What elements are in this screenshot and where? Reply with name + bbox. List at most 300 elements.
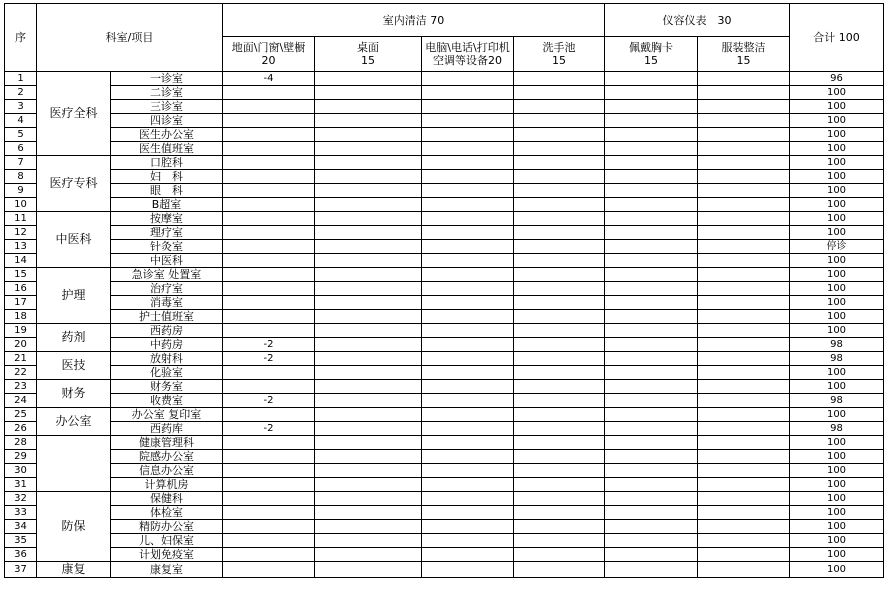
sink-score-cell bbox=[514, 436, 605, 450]
row-seq: 3 bbox=[5, 100, 37, 114]
row-seq: 16 bbox=[5, 282, 37, 296]
table-row bbox=[5, 548, 884, 562]
department-cell: 中医科 bbox=[37, 212, 111, 268]
room-name: 医生值班室 bbox=[111, 142, 223, 156]
row-seq: 9 bbox=[5, 184, 37, 198]
room-name: 院感办公室 bbox=[111, 450, 223, 464]
room-name: 一诊室 bbox=[111, 72, 223, 86]
floor-score-cell bbox=[223, 548, 315, 562]
room-name: 消毒室 bbox=[111, 296, 223, 310]
total-score-cell: 100 bbox=[790, 380, 884, 394]
badge-score-cell bbox=[605, 324, 698, 338]
floor-score-cell: -2 bbox=[223, 422, 315, 436]
total-score-cell: 100 bbox=[790, 296, 884, 310]
attire-score-cell bbox=[698, 198, 790, 212]
floor-score-cell bbox=[223, 324, 315, 338]
sink-score-cell bbox=[514, 324, 605, 338]
row-seq: 36 bbox=[5, 548, 37, 562]
room-name: 办公室 复印室 bbox=[111, 408, 223, 422]
sink-score-cell bbox=[514, 128, 605, 142]
table-row bbox=[5, 184, 884, 198]
attire-column-header bbox=[698, 37, 790, 72]
equipment-score-cell bbox=[422, 310, 514, 324]
badge-score-cell bbox=[605, 296, 698, 310]
badge-score-cell bbox=[605, 212, 698, 226]
sink-score-cell bbox=[514, 240, 605, 254]
column-title: 地面\门窗\壁橱 bbox=[231, 41, 306, 54]
sink-column-header bbox=[514, 37, 605, 72]
row-seq: 26 bbox=[5, 422, 37, 436]
table-row bbox=[5, 114, 884, 128]
equipment-score-cell bbox=[422, 492, 514, 506]
sink-score-cell bbox=[514, 86, 605, 100]
equipment-score-cell bbox=[422, 380, 514, 394]
equipment-score-cell bbox=[422, 142, 514, 156]
badge-score-cell bbox=[605, 492, 698, 506]
room-name: 按摩室 bbox=[111, 212, 223, 226]
total-score-cell: 100 bbox=[790, 506, 884, 520]
floor-score-cell bbox=[223, 492, 315, 506]
attire-score-cell bbox=[698, 422, 790, 436]
badge-score-cell bbox=[605, 156, 698, 170]
equipment-score-cell bbox=[422, 478, 514, 492]
department-cell: 医疗全科 bbox=[37, 72, 111, 156]
row-seq: 19 bbox=[5, 324, 37, 338]
row-seq: 10 bbox=[5, 198, 37, 212]
equipment-score-cell bbox=[422, 72, 514, 86]
floor-score-cell bbox=[223, 562, 315, 578]
attire-score-cell bbox=[698, 128, 790, 142]
total-score-cell: 98 bbox=[790, 338, 884, 352]
total-score-cell: 100 bbox=[790, 142, 884, 156]
department-cell: 财务 bbox=[37, 380, 111, 408]
column-points: 15 bbox=[361, 54, 375, 67]
sink-score-cell bbox=[514, 562, 605, 578]
row-seq: 28 bbox=[5, 436, 37, 450]
table-row bbox=[5, 282, 884, 296]
table-row bbox=[5, 142, 884, 156]
table-row bbox=[5, 352, 884, 366]
room-name: 精防办公室 bbox=[111, 520, 223, 534]
equipment-score-cell bbox=[422, 408, 514, 422]
room-name: 治疗室 bbox=[111, 282, 223, 296]
floor-score-cell bbox=[223, 534, 315, 548]
department-cell: 办公室 bbox=[37, 408, 111, 436]
total-score-cell: 100 bbox=[790, 268, 884, 282]
table-row bbox=[5, 254, 884, 268]
room-name: 中药房 bbox=[111, 338, 223, 352]
column-points: 空调等设备20 bbox=[433, 54, 502, 67]
table-row bbox=[5, 86, 884, 100]
row-seq: 24 bbox=[5, 394, 37, 408]
badge-score-cell bbox=[605, 114, 698, 128]
room-name: 健康管理科 bbox=[111, 436, 223, 450]
equipment-score-cell bbox=[422, 296, 514, 310]
total-score-cell: 100 bbox=[790, 282, 884, 296]
equipment-score-cell bbox=[422, 86, 514, 100]
desk-score-cell bbox=[315, 492, 422, 506]
equipment-score-cell bbox=[422, 534, 514, 548]
column-points: 15 bbox=[552, 54, 566, 67]
badge-score-cell bbox=[605, 464, 698, 478]
equipment-score-cell bbox=[422, 436, 514, 450]
table-row bbox=[5, 310, 884, 324]
desk-score-cell bbox=[315, 142, 422, 156]
total-score-cell: 100 bbox=[790, 436, 884, 450]
equipment-score-cell bbox=[422, 212, 514, 226]
room-name: 中医科 bbox=[111, 254, 223, 268]
total-score-cell: 100 bbox=[790, 548, 884, 562]
table-row bbox=[5, 506, 884, 520]
total-score-cell: 100 bbox=[790, 226, 884, 240]
equipment-score-cell bbox=[422, 394, 514, 408]
room-name: 保健科 bbox=[111, 492, 223, 506]
badge-score-cell bbox=[605, 352, 698, 366]
desk-score-cell bbox=[315, 282, 422, 296]
table-row bbox=[5, 562, 884, 578]
cleaning-score-sheet bbox=[4, 3, 884, 578]
desk-score-cell bbox=[315, 72, 422, 86]
desk-score-cell bbox=[315, 380, 422, 394]
total-score-cell: 100 bbox=[790, 86, 884, 100]
attire-score-cell bbox=[698, 380, 790, 394]
table-row bbox=[5, 212, 884, 226]
attire-score-cell bbox=[698, 436, 790, 450]
department-cell: 防保 bbox=[37, 492, 111, 562]
attire-score-cell bbox=[698, 492, 790, 506]
attire-score-cell bbox=[698, 478, 790, 492]
desk-score-cell bbox=[315, 436, 422, 450]
badge-score-cell bbox=[605, 184, 698, 198]
badge-score-cell bbox=[605, 170, 698, 184]
floor-score-cell bbox=[223, 464, 315, 478]
total-score-cell: 96 bbox=[790, 72, 884, 86]
table-row bbox=[5, 520, 884, 534]
sink-score-cell bbox=[514, 198, 605, 212]
attire-score-cell bbox=[698, 506, 790, 520]
floor-score-cell bbox=[223, 100, 315, 114]
total-score-cell: 100 bbox=[790, 520, 884, 534]
badge-score-cell bbox=[605, 86, 698, 100]
total-score-cell: 100 bbox=[790, 492, 884, 506]
attire-score-cell bbox=[698, 548, 790, 562]
total-score-cell: 100 bbox=[790, 212, 884, 226]
row-seq: 11 bbox=[5, 212, 37, 226]
floor-score-cell bbox=[223, 128, 315, 142]
desk-score-cell bbox=[315, 86, 422, 100]
indoor-cleaning-header: 室内清洁 70 bbox=[223, 4, 605, 37]
desk-score-cell bbox=[315, 464, 422, 478]
badge-score-cell bbox=[605, 240, 698, 254]
badge-score-cell bbox=[605, 254, 698, 268]
attire-score-cell bbox=[698, 464, 790, 478]
table-row bbox=[5, 72, 884, 86]
room-name: 计划免疫室 bbox=[111, 548, 223, 562]
sink-score-cell bbox=[514, 422, 605, 436]
total-score-cell: 98 bbox=[790, 422, 884, 436]
sink-score-cell bbox=[514, 366, 605, 380]
sink-score-cell bbox=[514, 72, 605, 86]
equipment-score-cell bbox=[422, 338, 514, 352]
total-score-cell: 100 bbox=[790, 478, 884, 492]
sink-score-cell bbox=[514, 450, 605, 464]
room-name: 体检室 bbox=[111, 506, 223, 520]
desk-score-cell bbox=[315, 366, 422, 380]
table-row bbox=[5, 170, 884, 184]
sink-score-cell bbox=[514, 254, 605, 268]
equipment-score-cell bbox=[422, 450, 514, 464]
sink-score-cell bbox=[514, 464, 605, 478]
attire-score-cell bbox=[698, 184, 790, 198]
room-name: 化验室 bbox=[111, 366, 223, 380]
floor-score-cell bbox=[223, 366, 315, 380]
room-name: 西药房 bbox=[111, 324, 223, 338]
floor-score-cell bbox=[223, 268, 315, 282]
sink-score-cell bbox=[514, 296, 605, 310]
equipment-score-cell bbox=[422, 282, 514, 296]
badge-score-cell bbox=[605, 366, 698, 380]
badge-score-cell bbox=[605, 100, 698, 114]
total-score-cell: 98 bbox=[790, 352, 884, 366]
room-name: 康复室 bbox=[111, 562, 223, 578]
total-score-cell: 100 bbox=[790, 184, 884, 198]
table-row bbox=[5, 436, 884, 450]
room-name: 四诊室 bbox=[111, 114, 223, 128]
attire-score-cell bbox=[698, 212, 790, 226]
table-row bbox=[5, 366, 884, 380]
table-row bbox=[5, 408, 884, 422]
floor-score-cell bbox=[223, 142, 315, 156]
room-name: 计算机房 bbox=[111, 478, 223, 492]
table-row bbox=[5, 128, 884, 142]
attire-score-cell bbox=[698, 534, 790, 548]
equipment-score-cell bbox=[422, 254, 514, 268]
floor-score-cell bbox=[223, 156, 315, 170]
equipment-score-cell bbox=[422, 170, 514, 184]
total-score-cell: 100 bbox=[790, 534, 884, 548]
table-row bbox=[5, 268, 884, 282]
sink-score-cell bbox=[514, 212, 605, 226]
column-title: 洗手池 bbox=[542, 41, 576, 54]
sink-score-cell bbox=[514, 170, 605, 184]
attire-score-cell bbox=[698, 394, 790, 408]
equipment-score-cell bbox=[422, 520, 514, 534]
floor-score-cell bbox=[223, 408, 315, 422]
column-points: 15 bbox=[644, 54, 658, 67]
table-row bbox=[5, 422, 884, 436]
desk-score-cell bbox=[315, 100, 422, 114]
floor-score-cell bbox=[223, 170, 315, 184]
seq-header: 序 bbox=[5, 4, 37, 72]
room-name: 放射科 bbox=[111, 352, 223, 366]
desk-score-cell bbox=[315, 268, 422, 282]
floor-score-cell bbox=[223, 226, 315, 240]
badge-score-cell bbox=[605, 478, 698, 492]
badge-score-cell bbox=[605, 128, 698, 142]
total-score-cell: 100 bbox=[790, 128, 884, 142]
badge-score-cell bbox=[605, 450, 698, 464]
badge-score-cell bbox=[605, 310, 698, 324]
department-cell bbox=[37, 436, 111, 492]
floor-score-cell: -2 bbox=[223, 394, 315, 408]
total-score-cell: 100 bbox=[790, 100, 884, 114]
attire-score-cell bbox=[698, 170, 790, 184]
row-seq: 34 bbox=[5, 520, 37, 534]
badge-score-cell bbox=[605, 380, 698, 394]
row-seq: 6 bbox=[5, 142, 37, 156]
attire-score-cell bbox=[698, 324, 790, 338]
sink-score-cell bbox=[514, 394, 605, 408]
floor-score-cell bbox=[223, 310, 315, 324]
room-name: 急诊室 处置室 bbox=[111, 268, 223, 282]
equipment-score-cell bbox=[422, 422, 514, 436]
table-row bbox=[5, 450, 884, 464]
total-score-cell: 100 bbox=[790, 450, 884, 464]
row-seq: 21 bbox=[5, 352, 37, 366]
equipment-score-cell bbox=[422, 548, 514, 562]
badge-score-cell bbox=[605, 534, 698, 548]
badge-score-cell bbox=[605, 338, 698, 352]
column-title: 服装整洁 bbox=[721, 41, 766, 54]
desk-score-cell bbox=[315, 310, 422, 324]
table-row bbox=[5, 240, 884, 254]
room-name: 财务室 bbox=[111, 380, 223, 394]
room-name: 信息办公室 bbox=[111, 464, 223, 478]
row-seq: 33 bbox=[5, 506, 37, 520]
room-name: 儿、妇保室 bbox=[111, 534, 223, 548]
floor-score-cell bbox=[223, 282, 315, 296]
badge-score-cell bbox=[605, 548, 698, 562]
attire-score-cell bbox=[698, 100, 790, 114]
sink-score-cell bbox=[514, 156, 605, 170]
attire-score-cell bbox=[698, 352, 790, 366]
table-row bbox=[5, 338, 884, 352]
attire-score-cell bbox=[698, 72, 790, 86]
sink-score-cell bbox=[514, 548, 605, 562]
attire-score-cell bbox=[698, 408, 790, 422]
room-name: 妇 科 bbox=[111, 170, 223, 184]
attire-score-cell bbox=[698, 450, 790, 464]
attire-score-cell bbox=[698, 86, 790, 100]
attire-score-cell bbox=[698, 142, 790, 156]
total-score-cell: 100 bbox=[790, 324, 884, 338]
desk-score-cell bbox=[315, 296, 422, 310]
floor-doors-column-header bbox=[223, 37, 315, 72]
floor-score-cell bbox=[223, 184, 315, 198]
desk-score-cell bbox=[315, 338, 422, 352]
desk-score-cell bbox=[315, 198, 422, 212]
floor-score-cell: -4 bbox=[223, 72, 315, 86]
sink-score-cell bbox=[514, 534, 605, 548]
total-score-cell: 100 bbox=[790, 366, 884, 380]
room-name: 二诊室 bbox=[111, 86, 223, 100]
badge-score-cell bbox=[605, 422, 698, 436]
row-seq: 17 bbox=[5, 296, 37, 310]
floor-score-cell bbox=[223, 296, 315, 310]
room-name: 西药库 bbox=[111, 422, 223, 436]
attire-score-cell bbox=[698, 268, 790, 282]
sink-score-cell bbox=[514, 506, 605, 520]
sink-score-cell bbox=[514, 352, 605, 366]
floor-score-cell bbox=[223, 86, 315, 100]
total-score-cell: 100 bbox=[790, 114, 884, 128]
row-seq: 25 bbox=[5, 408, 37, 422]
equipment-score-cell bbox=[422, 100, 514, 114]
attire-score-cell bbox=[698, 366, 790, 380]
row-seq: 30 bbox=[5, 464, 37, 478]
total-score-cell: 100 bbox=[790, 464, 884, 478]
row-seq: 37 bbox=[5, 562, 37, 578]
room-name: 医生办公室 bbox=[111, 128, 223, 142]
equipment-score-cell bbox=[422, 506, 514, 520]
row-seq: 22 bbox=[5, 366, 37, 380]
total-score-cell: 98 bbox=[790, 394, 884, 408]
row-seq: 32 bbox=[5, 492, 37, 506]
row-seq: 15 bbox=[5, 268, 37, 282]
badge-score-cell bbox=[605, 520, 698, 534]
department-cell: 护理 bbox=[37, 268, 111, 324]
floor-score-cell bbox=[223, 380, 315, 394]
sink-score-cell bbox=[514, 226, 605, 240]
row-seq: 20 bbox=[5, 338, 37, 352]
desk-score-cell bbox=[315, 422, 422, 436]
sink-score-cell bbox=[514, 338, 605, 352]
column-title: 佩戴胸卡 bbox=[629, 41, 673, 54]
badge-score-cell bbox=[605, 408, 698, 422]
badge-score-cell bbox=[605, 436, 698, 450]
room-name: 理疗室 bbox=[111, 226, 223, 240]
sink-score-cell bbox=[514, 492, 605, 506]
room-name: 眼 科 bbox=[111, 184, 223, 198]
item-header: 科室/项目 bbox=[37, 4, 223, 72]
column-title: 电脑\电话\打印机 bbox=[425, 41, 510, 54]
total-score-cell: 100 bbox=[790, 156, 884, 170]
room-name: 护士值班室 bbox=[111, 310, 223, 324]
desk-score-cell bbox=[315, 226, 422, 240]
attire-score-cell bbox=[698, 156, 790, 170]
badge-score-cell bbox=[605, 268, 698, 282]
badge-score-cell bbox=[605, 282, 698, 296]
total-score-cell: 100 bbox=[790, 254, 884, 268]
desk-score-cell bbox=[315, 212, 422, 226]
room-name: 口腔科 bbox=[111, 156, 223, 170]
desk-score-cell bbox=[315, 352, 422, 366]
table-row bbox=[5, 324, 884, 338]
desk-score-cell bbox=[315, 170, 422, 184]
desk-score-cell bbox=[315, 128, 422, 142]
room-name: 针灸室 bbox=[111, 240, 223, 254]
floor-score-cell bbox=[223, 198, 315, 212]
row-seq: 8 bbox=[5, 170, 37, 184]
table-row bbox=[5, 394, 884, 408]
floor-score-cell bbox=[223, 478, 315, 492]
sink-score-cell bbox=[514, 478, 605, 492]
desk-score-cell bbox=[315, 324, 422, 338]
row-seq: 12 bbox=[5, 226, 37, 240]
desk-score-cell bbox=[315, 506, 422, 520]
total-score-cell: 100 bbox=[790, 562, 884, 578]
badge-score-cell bbox=[605, 142, 698, 156]
table-row bbox=[5, 156, 884, 170]
table-row bbox=[5, 226, 884, 240]
total-score-cell: 100 bbox=[790, 310, 884, 324]
total-score-cell: 100 bbox=[790, 408, 884, 422]
table-row bbox=[5, 478, 884, 492]
row-seq: 31 bbox=[5, 478, 37, 492]
attire-score-cell bbox=[698, 114, 790, 128]
total-score-cell: 100 bbox=[790, 198, 884, 212]
equipment-score-cell bbox=[422, 226, 514, 240]
